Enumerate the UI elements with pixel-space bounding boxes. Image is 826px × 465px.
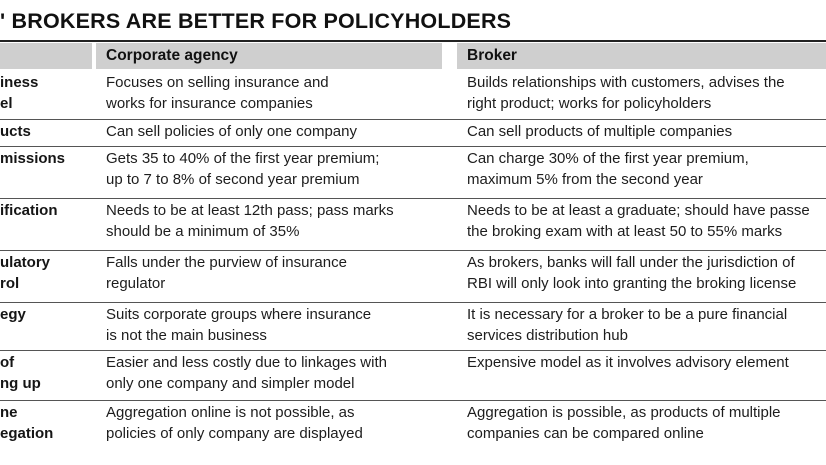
- cell-line: egy: [0, 306, 26, 323]
- cell-line: ucts: [0, 123, 31, 140]
- cell-line: RBI will only look into granting the broking license: [467, 274, 797, 292]
- row-label: [0, 250, 92, 302]
- broker-cell: [457, 250, 826, 302]
- agency-cell: [96, 400, 442, 465]
- agency-cell: [96, 146, 442, 198]
- cell-line: Aggregation is possible, as products of multiple: [467, 404, 781, 421]
- agency-cell: [96, 302, 442, 350]
- cell-line: policies of only company are displayed: [106, 424, 363, 442]
- table-row: [0, 350, 826, 400]
- cell-line: ne: [0, 404, 18, 421]
- cell-line: should be a minimum of 35%: [106, 222, 300, 240]
- broker-cell: [457, 302, 826, 350]
- cell-line: Needs to be at least a graduate; should have passe: [467, 202, 810, 219]
- cell-line: egation: [0, 424, 54, 442]
- cell-line: iness: [0, 74, 39, 91]
- header-corporate-agency: Corporate agency: [96, 43, 442, 69]
- broker-cell: [457, 350, 826, 400]
- table-row: [0, 250, 826, 302]
- row-label: [0, 146, 92, 198]
- cell-line: Builds relationships with customers, advises the: [467, 74, 785, 91]
- agency-cell: [96, 350, 442, 400]
- cell-line: regulator: [106, 274, 166, 292]
- cell-line: Can sell products of multiple companies: [467, 123, 733, 140]
- cell-line: Needs to be at least 12th pass; pass marks: [106, 202, 394, 219]
- cell-line: Falls under the purview of insurance: [106, 254, 347, 271]
- cell-line: Focuses on selling insurance and: [106, 74, 329, 91]
- row-label: [0, 350, 92, 400]
- cell-line: Can sell policies of only one company: [106, 123, 357, 140]
- cell-line: is not the main business: [106, 326, 267, 344]
- row-label: [0, 119, 92, 146]
- cell-line: It is necessary for a broker to be a pure financial: [467, 306, 788, 323]
- table-row: [0, 146, 826, 198]
- cell-line: ng up: [0, 374, 41, 392]
- cell-line: companies can be compared online: [467, 424, 704, 442]
- cell-line: works for insurance companies: [106, 94, 313, 112]
- broker-cell: [457, 146, 826, 198]
- cell-line: Can charge 30% of the first year premium,: [467, 150, 749, 167]
- row-label: [0, 400, 92, 465]
- agency-cell: [96, 198, 442, 250]
- cell-line: Easier and less costly due to linkages with: [106, 354, 387, 371]
- cell-line: ulatory: [0, 254, 51, 271]
- broker-cell: [457, 119, 826, 146]
- cell-line: Expensive model as it involves advisory element: [467, 354, 789, 371]
- cell-line: missions: [0, 150, 66, 167]
- broker-cell: [457, 70, 826, 119]
- cell-line: up to 7 to 8% of second year premium: [106, 170, 360, 188]
- cell-line: only one company and simpler model: [106, 374, 355, 392]
- broker-cell: [457, 400, 826, 465]
- cell-line: Aggregation online is not possible, as: [106, 404, 355, 421]
- row-label: [0, 70, 92, 119]
- table-row: [0, 400, 826, 465]
- cell-line: As brokers, banks will fall under the jurisdiction of: [467, 254, 795, 271]
- table-row: [0, 198, 826, 250]
- header-feature: [0, 43, 92, 69]
- cell-line: Gets 35 to 40% of the first year premium;: [106, 150, 380, 167]
- cell-line: maximum 5% from the second year: [467, 170, 703, 188]
- table-row: [0, 70, 826, 119]
- row-label: [0, 302, 92, 350]
- cell-line: Suits corporate groups where insurance: [106, 306, 372, 323]
- cell-line: of: [0, 354, 15, 371]
- cell-line: ification: [0, 202, 58, 219]
- table-row: [0, 119, 826, 146]
- cell-line: rol: [0, 274, 20, 292]
- broker-cell: [457, 198, 826, 250]
- title-divider: [0, 40, 826, 42]
- table-row: [0, 302, 826, 350]
- cell-line: services distribution hub: [467, 326, 628, 344]
- cell-line: right product; works for policyholders: [467, 94, 712, 112]
- agency-cell: [96, 119, 442, 146]
- cell-line: the broking exam with at least 50 to 55% marks: [467, 222, 783, 240]
- page-title: ' BROKERS ARE BETTER FOR POLICYHOLDERS: [0, 9, 512, 33]
- cell-line: el: [0, 94, 13, 112]
- agency-cell: [96, 250, 442, 302]
- header-broker: Broker: [457, 43, 826, 69]
- row-label: [0, 198, 92, 250]
- agency-cell: [96, 70, 442, 119]
